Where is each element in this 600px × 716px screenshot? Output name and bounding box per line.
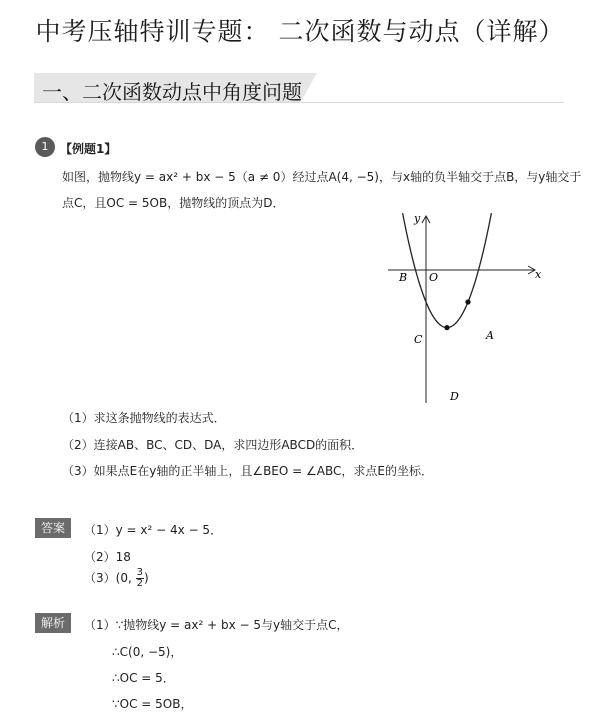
parabola-graph <box>380 208 550 408</box>
point-B-label: B <box>399 271 408 284</box>
point-D-label: D <box>450 390 459 403</box>
answer-3 <box>84 568 149 589</box>
answer-3-prefix: （3）(0, <box>84 571 136 585</box>
point-C-label: C <box>414 333 423 346</box>
answer-3-fraction <box>136 568 144 589</box>
question-3: （3）如果点E在y轴的正半轴上，且∠BEO = ∠ABC，求点E的坐标． <box>62 464 433 478</box>
point-D <box>444 325 449 330</box>
fraction-denominator: 2 <box>136 578 143 589</box>
answer-1: （1）y = x² − 4x − 5． <box>84 523 223 537</box>
answer-tag: 答案 <box>35 518 71 538</box>
answer-2: （2）18 <box>84 550 131 564</box>
analysis-line-2: ∴C(0, −5)， <box>112 645 183 659</box>
problem-line-1: 如图，抛物线y = ax² + bx − 5（a ≠ 0）经过点A(4, −5)，与x轴的负半轴交于点B，与y轴交于 <box>62 170 582 184</box>
fraction-numerator: 3 <box>136 567 143 578</box>
question-2: （2）连接AB、BC、CD、DA，求四边形ABCD的面积． <box>62 438 364 452</box>
example-label: 【例题1】 <box>60 142 117 156</box>
x-axis-label: x <box>535 268 542 281</box>
problem-line-2: 点C，且OC = 5OB，抛物线的顶点为D． <box>62 196 285 210</box>
point-A <box>465 299 470 304</box>
analysis-line-4: ∵OC = 5OB， <box>112 697 193 711</box>
question-1: （1）求这条抛物线的表达式． <box>62 411 226 425</box>
origin-label: O <box>429 271 439 284</box>
analysis-line-1: （1）∵抛物线y = ax² + bx − 5与y轴交于点C， <box>84 618 349 632</box>
page-title: 中考压轴特训专题： 二次函数与动点（详解） <box>35 17 565 46</box>
analysis-line-3: ∴OC = 5． <box>112 671 175 685</box>
answer-3-suffix: ) <box>143 571 149 585</box>
example-number-badge: 1 <box>35 137 55 157</box>
y-axis-label: y <box>414 212 421 225</box>
point-A-label: A <box>486 329 494 342</box>
section-title: 一、二次函数动点中角度问题 <box>42 80 302 104</box>
analysis-tag: 解析 <box>35 613 71 633</box>
